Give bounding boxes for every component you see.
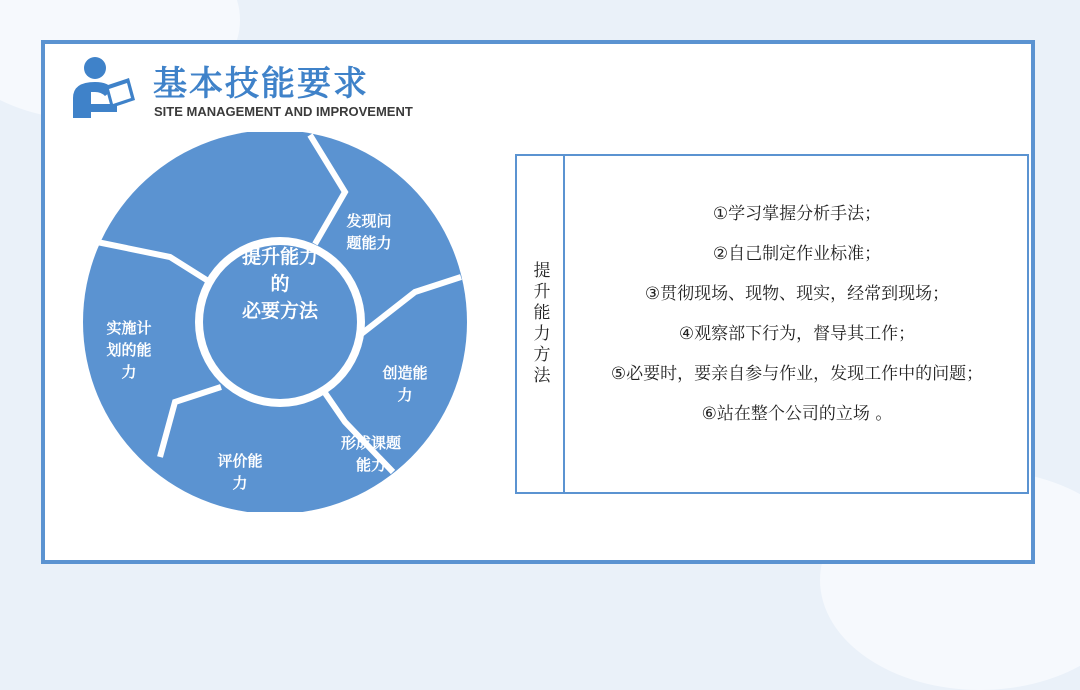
person-reading-icon bbox=[65, 56, 137, 120]
segment-label-implement: 实施计 划的能 力 bbox=[106, 319, 152, 381]
segment-label-create: 创造能 力 bbox=[382, 364, 428, 404]
page-title: 基本技能要求 bbox=[153, 64, 369, 104]
segment-label-form-topic: 形成课题 能力 bbox=[340, 434, 401, 474]
segment-label-discover: 发现问 题能力 bbox=[346, 212, 392, 252]
list-item: ⑤必要时，要亲自参与作业，发现工作中的问题； bbox=[610, 364, 984, 384]
page-subtitle: SITE MANAGEMENT AND IMPROVEMENT bbox=[154, 104, 413, 119]
list-item: ⑥站在整个公司的立场 。 bbox=[701, 404, 893, 424]
slide-frame bbox=[41, 40, 1035, 564]
list-item: ④观察部下行为，督导其工作； bbox=[678, 324, 916, 344]
cycle-center-label: 提升能力 的 必要方法 bbox=[241, 246, 318, 322]
cycle-diagram bbox=[75, 132, 475, 512]
methods-list bbox=[565, 204, 1029, 444]
list-item: ②自己制定作业标准； bbox=[712, 244, 882, 264]
list-item: ③贯彻现场、现物、现实，经常到现场； bbox=[644, 284, 950, 304]
methods-side-label: 提升能力方法 bbox=[517, 156, 565, 492]
segment-label-evaluate: 评价能 力 bbox=[217, 452, 263, 492]
list-item: ①学习掌握分析手法； bbox=[712, 204, 882, 224]
methods-panel bbox=[515, 154, 1029, 494]
